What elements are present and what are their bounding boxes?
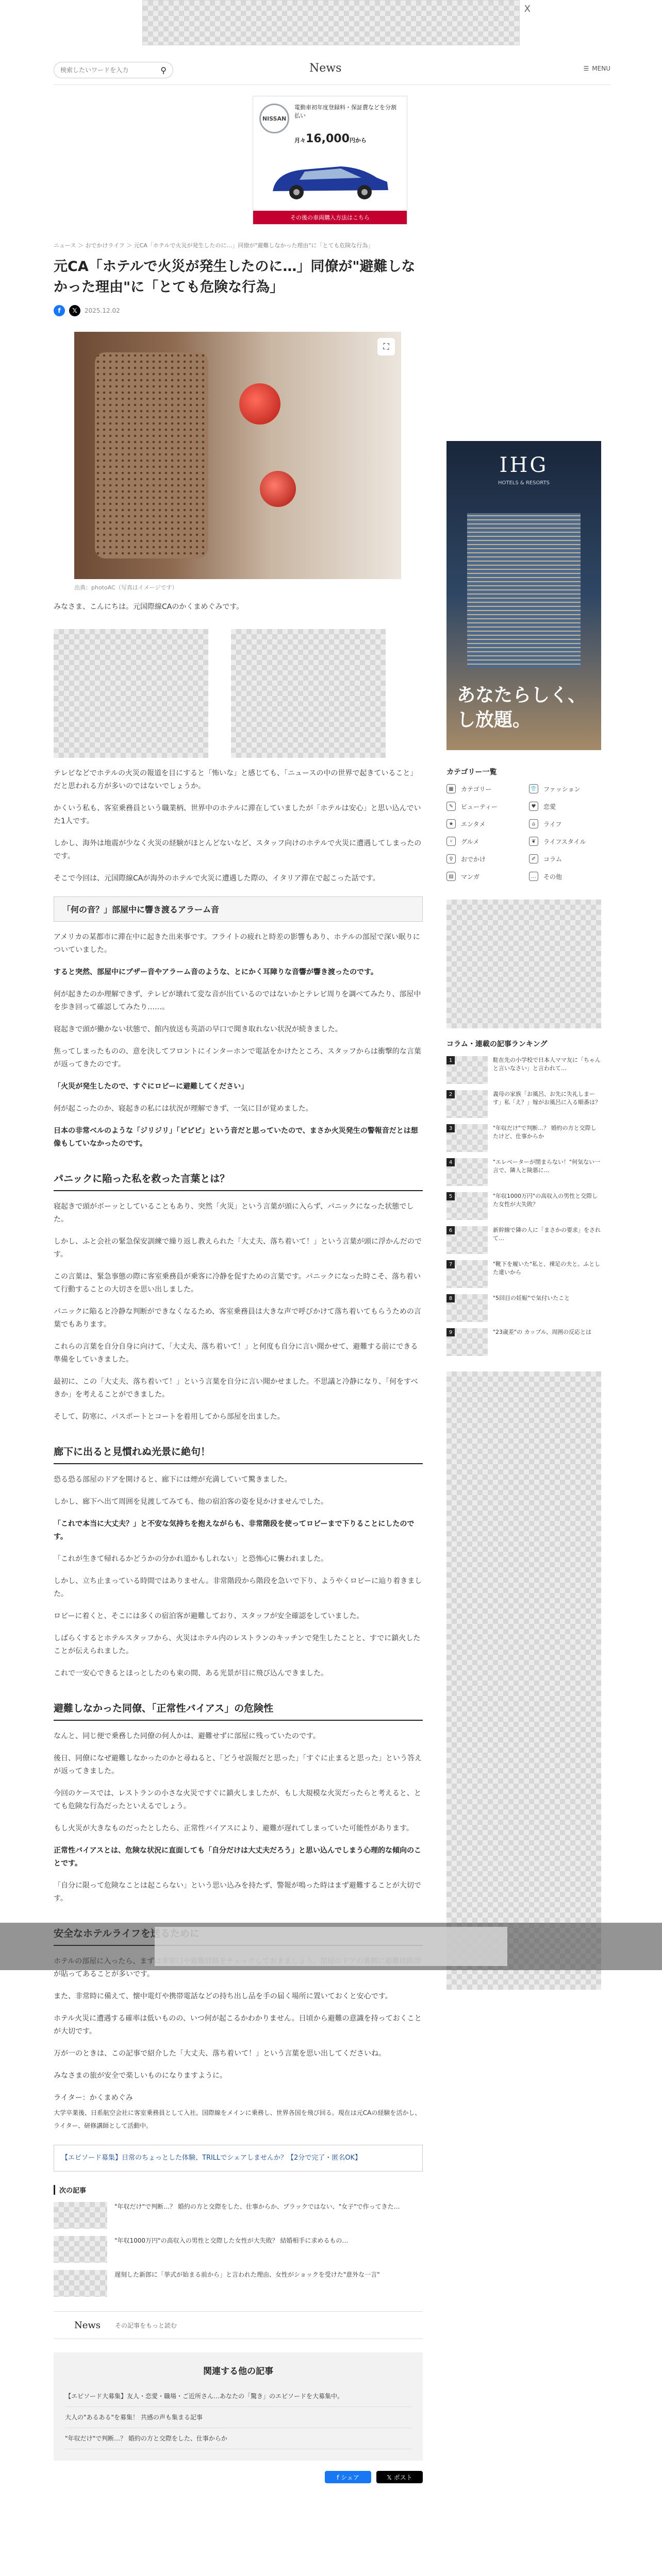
paragraph: ロビーに着くと、そこには多くの宿泊客が避難しており、スタッフが安全確認をしていました。 [54,1612,364,1620]
dots-icon: … [529,872,538,881]
category-item[interactable]: ▤ マンガ [446,872,519,881]
paragraph: 恐る恐る部屋のドアを開けると、廊下には煙が充満していて驚きました。 [54,1476,292,1484]
car-ad-cta[interactable]: その後の車両購入方法はこちら [253,211,407,224]
speaker-grille [95,352,208,558]
ihg-ad[interactable] [446,441,601,750]
facebook-icon[interactable]: f [54,305,65,316]
share-bar [54,2471,423,2483]
ranking-thumb [446,1226,488,1254]
ihg-tagline: あなたらしく、 し放題。 [457,685,587,731]
next-article-thumb [54,2202,107,2229]
category-item[interactable]: 👕 ファッション [529,784,601,793]
paragraph: アメリカの某都市に滞在中に起きた出来事です。フライトの疲れと時差の影響もあり、ホテルの部屋で深い眠りについていました。 [54,933,420,954]
sidebar [446,441,601,1990]
paragraph: これらの言葉を自分自身に向けて、「大丈夫、落ち着いて！」と何度も自分に言い聞かせて、避難する前にできる準備をしていきました。 [54,1343,418,1364]
article-date: 2025.12.02 [85,307,120,314]
category-item[interactable]: ▦ カテゴリー [446,784,519,793]
ranking-item[interactable]: 7 "靴下を履いた"私と、裸足の夫と。ふとした違いから [446,1260,601,1288]
search-input[interactable] [60,66,156,74]
related-item[interactable]: 【エピソード大募集】友人・恋愛・職場・ご近所さん…あなたの「驚き」のエピソードを大募集中。 [65,2386,411,2407]
paragraph: 何が起きたのか理解できず、テレビが壊れて変な音が出ているのではないかとテレビ周りを調べてみたり、部屋中を歩き回って確認してみたり……。 [54,990,421,1011]
header-divider [54,84,610,85]
episode-link-box[interactable]: 【エピソード募集】日常のちょっとした体験、TRILLでシェアしませんか？【2分で完了・匿名OK】 [54,2145,423,2172]
ranking-number: 5 [446,1192,455,1200]
facebook-share-button[interactable]: f シェア [325,2471,371,2483]
next-article-item[interactable] [54,2236,423,2263]
inline-ad-pair [54,629,423,758]
paragraph: 最初に、この「大丈夫、落ち着いて！」という言葉を自分に言い聞かせました。不思議と冷静になり、「何をすべきか」を考えることができました。 [54,1378,418,1399]
paragraph: 「自分に限って危険なことは起こらない」という思い込みを持たず、警報が鳴った時はまず避難することが大切です。 [54,1882,421,1903]
ranking-number: 6 [446,1226,455,1234]
paragraph: ホテル火災に遭遇する確率は低いものの、いつ何が起こるかわかりません。日頃から避難の意識を持っておくことが大切です。 [54,2014,422,2036]
category-item[interactable]: … その他 [529,872,601,881]
ranking-number: 3 [446,1124,455,1132]
section-heading: パニックに陥った私を救った言葉とは？ [54,1171,423,1191]
star-icon: ★ [446,819,456,828]
paragraph: 「これが生きて帰れるかどうかの分かれ道かもしれない」と恐怖心に襲われました。 [54,1555,328,1563]
image-caption: 出典：photoAC（写真はイメージです） [74,584,178,591]
ranking-item[interactable]: 6 新幹線で隣の人に「まさかの要求」をされて… [446,1226,601,1254]
ranking-number: 7 [446,1260,455,1268]
ranking-item[interactable]: 5 "年収1000万円"の高収入の男性と交際した女性が大失敗？ [446,1192,601,1220]
pin-icon: ⚲ [446,854,456,863]
inline-ad-right[interactable] [231,629,386,758]
ranking-number: 1 [446,1056,455,1064]
paragraph: そして、防寒に、パスポートとコートを着用してから部屋を出ました。 [54,1413,285,1421]
ranking-thumb [446,1328,488,1356]
ranking-number: 8 [446,1294,455,1302]
category-item[interactable]: ⑂ グルメ [446,837,519,846]
section-heading: 避難しなかった同僚、「正常性バイアス」の危険性 [54,1701,423,1721]
category-item[interactable]: ✐ コラム [529,854,601,863]
top-banner-ad[interactable] [142,0,531,45]
ranking-thumb [446,1260,488,1288]
paragraph: 正常性バイアスとは、危険な状況に直面しても「自分だけは大丈夫だろう」と思い込んでしまう心理的な傾向のことです。 [54,1846,422,1868]
paragraph: 何が起こったのか、寝起きの私には状況が理解できず、一気に目が覚めました。 [54,1105,313,1113]
ranking-number: 4 [446,1158,455,1166]
paragraph: すると突然、部屋中にブザー音やアラーム音のような、とにかく耳障りな音響が響き渡ったのです。 [54,968,378,976]
alarm-bell-2 [260,471,296,507]
shirt-icon: 👕 [529,784,538,793]
paragraph: しかし、立ち止まっている時間ではありません。非常階段から階段を急いで下り、ようやくロビーに辿り着きました。 [54,1577,422,1598]
paragraph: テレビなどでホテルの火災の報道を目にすると「怖いな」と感じても、「ニュースの中の世界で起きていること」だと思われる方が多いのではないでしょうか。 [54,769,418,790]
ranking-thumb [446,1056,488,1084]
related-articles [54,2352,423,2461]
ihg-sub: HOTELS & RESORTS [498,480,550,486]
menu-button[interactable] [584,65,610,72]
paragraph: パニックに陥ると冷静な判断ができなくなるため、客室乗務員は大きな声で呼びかけて落ち着いてもらうための言葉でもあります。 [54,1308,421,1329]
close-icon[interactable]: X [524,4,531,14]
category-list [446,784,601,881]
paragraph: みなさまの旅が安全で楽しいものになりますように。 [54,2072,227,2080]
zoom-icon[interactable]: ⛶ [377,338,395,355]
book-icon: ▤ [446,872,456,881]
paragraph: しかし、海外は地震が少なく火災の経験がほとんどないなど、スタッフ向けのホテルで火災に遭遇してしまったのです。 [54,839,422,860]
paragraph: 「これで本当に大丈夫？」と不安な気持ちを抱えながらも、非常階段を使ってロビーまで下りることにしたのです。 [54,1520,415,1541]
hero-image[interactable] [74,332,401,579]
ranking-thumb [446,1294,488,1322]
inline-ad-left[interactable] [54,629,208,758]
site-header [54,60,610,80]
category-item[interactable]: ♥ 恋愛 [529,802,601,811]
paragraph: 焦ってしまったものの、意を決してフロントにインターホンで電話をかけたところ、スタッフからは衝撃的な言葉が返ってきたのです。 [54,1047,421,1069]
overlay-ad[interactable] [0,1923,662,1970]
paragraph: この言葉は、緊急事態の際に客室乗務員が乗客に冷静を促すための言葉です。パニックになった時こそ、落ち着いて行動することの大切さを思い出しました。 [54,1273,421,1294]
search-box[interactable] [54,62,173,78]
article [54,241,423,2483]
paragraph: これで一安心できるとほっとしたのも束の間、ある光景が目に飛び込んできました。 [54,1669,328,1677]
paragraph: しかし、廊下へ出て周囲を見渡してみても、他の宿泊客の姿を見かけませんでした。 [54,1498,328,1506]
ranking-item[interactable]: 2 義母の家族「お風呂、お先に失礼しまーす」私「え？」嫁がお風呂に入る順番は？ [446,1090,601,1118]
ranking-number: 9 [446,1328,455,1336]
paragraph: しかし、ふと会社の緊急保安訓練で繰り返し教えられた「大丈夫、落ち着いて！」という言葉が頭に浮かんだのです。 [54,1238,422,1259]
ranking-number: 2 [446,1090,455,1098]
news-footer[interactable] [54,2311,423,2339]
car-illustration [263,151,395,202]
ranking-thumb [446,1192,488,1220]
next-article-text: "年収だけ"で判断…？ 婚約の方と交際をした、仕事からか、ブラックではない、"女子"で作ってきた… [114,2203,400,2210]
menu-label: MENU [592,65,610,72]
pen-icon: ✐ [529,854,538,863]
alarm-bell [239,383,280,425]
breadcrumb[interactable]: ニュース ＞ おでかけライフ ＞ 元CA「ホテルで火災が発生したのに…」同僚が"避難しなかった理由"に「とても危険な行為」 [54,242,374,249]
news-logo: News [74,2319,101,2331]
paragraph: みなさま、こんにちは。元国際線CAのかくまめぐみです。 [54,603,244,611]
next-article-thumb [54,2236,107,2263]
share-row [54,305,423,316]
ranking-thumb [446,1158,488,1186]
fork-icon: ⑂ [446,837,456,846]
ranking-item[interactable]: 8 "5回目の妊娠"で気付いたこと [446,1294,601,1322]
paragraph: もし火災が大きなものだったとしたら、正常性バイアスにより、避難が遅れてしまっていた可能性があります。 [54,1824,413,1833]
paragraph: 寝起きで頭が働かない状態で、館内放送も英語の早口で聞き取れない状況が続きました。 [54,1025,342,1033]
paragraph: が貼ってあることが多いです。 [54,1970,154,1978]
ranking-title: コラム・連載の記事ランキング [446,1040,548,1048]
writer-name: ライター：かくまめぐみ [54,2094,133,2102]
paragraph: 今回のケースでは、レストランの小さな火災ですぐに鎮火しましたが、もし大規模な火災だったらと考えると、とても危険な行為だったといえるでしょう。 [54,1789,421,1810]
next-article-item[interactable] [54,2202,423,2229]
car-ad-price: 月々16,000円から [294,132,367,145]
next-article-text: "年収1000万円"の高収入の男性と交際した女性が大失敗？ 結婚相手に求めるもの… [114,2237,349,2244]
quote: 「火災が発生したので、すぐにロビーに避難してください」 [54,1082,249,1091]
paragraph: 後日、同僚になぜ避難しなかったのかと尋ねると、「どうせ誤報だと思った」「すぐに止まると思った」という答えが返ってきました。 [54,1754,422,1775]
section-heading-box: 「何の音？」部屋中に響き渡るアラーム音 [54,896,423,922]
search-icon[interactable]: ⚲ [160,65,167,75]
car-ad[interactable] [253,96,407,225]
ranking-list [446,1056,601,1356]
category-item[interactable]: ⚲ おでかけ [446,854,519,863]
read-more-link[interactable]: その記事をもっと読む [115,2321,177,2329]
paragraph: そこで今回は、元国際線CAが海外のホテルで火災に遭遇した際の、イタリア滞在で起こった話です。 [54,874,380,883]
heart-icon: ♥ [529,802,538,811]
ihg-logo: IHG [499,453,549,477]
category-item[interactable]: ★ エンタメ [446,819,519,828]
paragraph: かくいう私も、客室乗務員という職業柄、世界中のホテルに滞在していましたが「ホテルは安心」と思い込んでいた1人です。 [54,804,421,825]
grid-icon: ▦ [446,784,456,793]
ranking-item[interactable]: 1 駐在先の小学校で日本人ママ友に「ちゃんと言いなさい」と言われて… [446,1056,601,1084]
category-item[interactable]: ✎ ビューティー [446,802,519,811]
lipstick-icon: ✎ [446,802,456,811]
paragraph: しばらくするとホテルスタッフから、火災はホテル内のレストランのキッチンで発生したことと、すでに鎮火したことが伝えられました。 [54,1634,421,1655]
next-article-item[interactable] [54,2270,423,2297]
ranking-item[interactable]: 4 "エレベーターが閉まらない！"何気ない一言で、隣人と険悪に… [446,1158,601,1186]
ranking-thumb [446,1124,488,1152]
paragraph: 万が一のときは、この記事で紹介した「大丈夫、落ち着いて！」という言葉を思い出してくださいね。 [54,2049,386,2058]
car-ad-copy: 電動車初年度登録料・保証費などを分割払い [294,104,396,119]
ranking-thumb [446,1090,488,1118]
hotel-building [467,513,581,668]
category-title: カテゴリー一覧 [446,768,497,776]
overlay-ad-creative[interactable] [155,1927,507,1966]
leaf-icon: ❦ [529,837,538,846]
category-item[interactable]: ❦ ライフスタイル [529,837,601,846]
section-heading: 廊下に出ると見慣れぬ光景に絶句！ [54,1444,423,1464]
related-item[interactable]: "年収だけ"で判断…？ 婚約の方と交際をした、仕事からか [65,2428,411,2449]
hamburger-icon: ☰ [583,65,589,72]
article-title: 元CA「ホテルで火災が発生したのに…」同僚が"避難しなかった理由"に「とても危険な行為」 [54,259,416,295]
paragraph: 寝起きで頭がボーッとしていることもあり、突然「火災」という言葉が頭に入らず、パニックになった状態でした。 [54,1202,414,1224]
writer-bio: 大学卒業後、日系航空会社に客室乗務員として入社。国際線をメインに乗務し、世界各国を飛び回る。現在は元CAの経験を活かし、ライター、研修講師として活動中。 [54,2109,421,2129]
paragraph: また、非常時に備えて、懐中電灯や携帯電話などの持ち出し品を手の届く場所に置いておくと安心です。 [54,1992,392,2001]
x-share-button[interactable]: 𝕏 ポスト [376,2471,423,2483]
x-icon[interactable]: 𝕏 [69,305,80,316]
next-article-text: 遅刻した新郎に「挙式が始まる前から」と言われた理由、女性がショックを受けた"意外な一言" [114,2271,380,2278]
site-logo[interactable]: News [309,62,342,75]
related-title: 関連する他の記事 [203,2366,273,2377]
ranking-item[interactable]: 9 "23歳差"の カップル、周囲の反応とは [446,1328,601,1356]
related-item[interactable]: 大人の"あるある"を募集！ 共感の声も集まる記事 [65,2407,411,2428]
paragraph: 日本の非常ベルのような「ジリジリ」「ピピピ」という音だと思っていたので、まさか火災発生の警報音だとは想像もしていなかったのです。 [54,1127,418,1148]
nissan-logo: NISSAN [259,104,289,133]
category-item[interactable]: ⌂ ライフ [529,819,601,828]
sidebar-ad[interactable] [446,900,601,1028]
next-article-thumb [54,2270,107,2297]
paragraph: なんと、同じ便で乗務した同僚の何人かは、避難せずに部屋に残っていたのです。 [54,1732,320,1740]
next-articles-title: 次の記事 [54,2185,423,2195]
house-icon: ⌂ [529,819,538,828]
ranking-item[interactable]: 3 "年収だけ"で判断…？ 婚約の方と交際したけど、仕事からか [446,1124,601,1152]
sidebar-tall-ad[interactable] [446,1371,601,1990]
